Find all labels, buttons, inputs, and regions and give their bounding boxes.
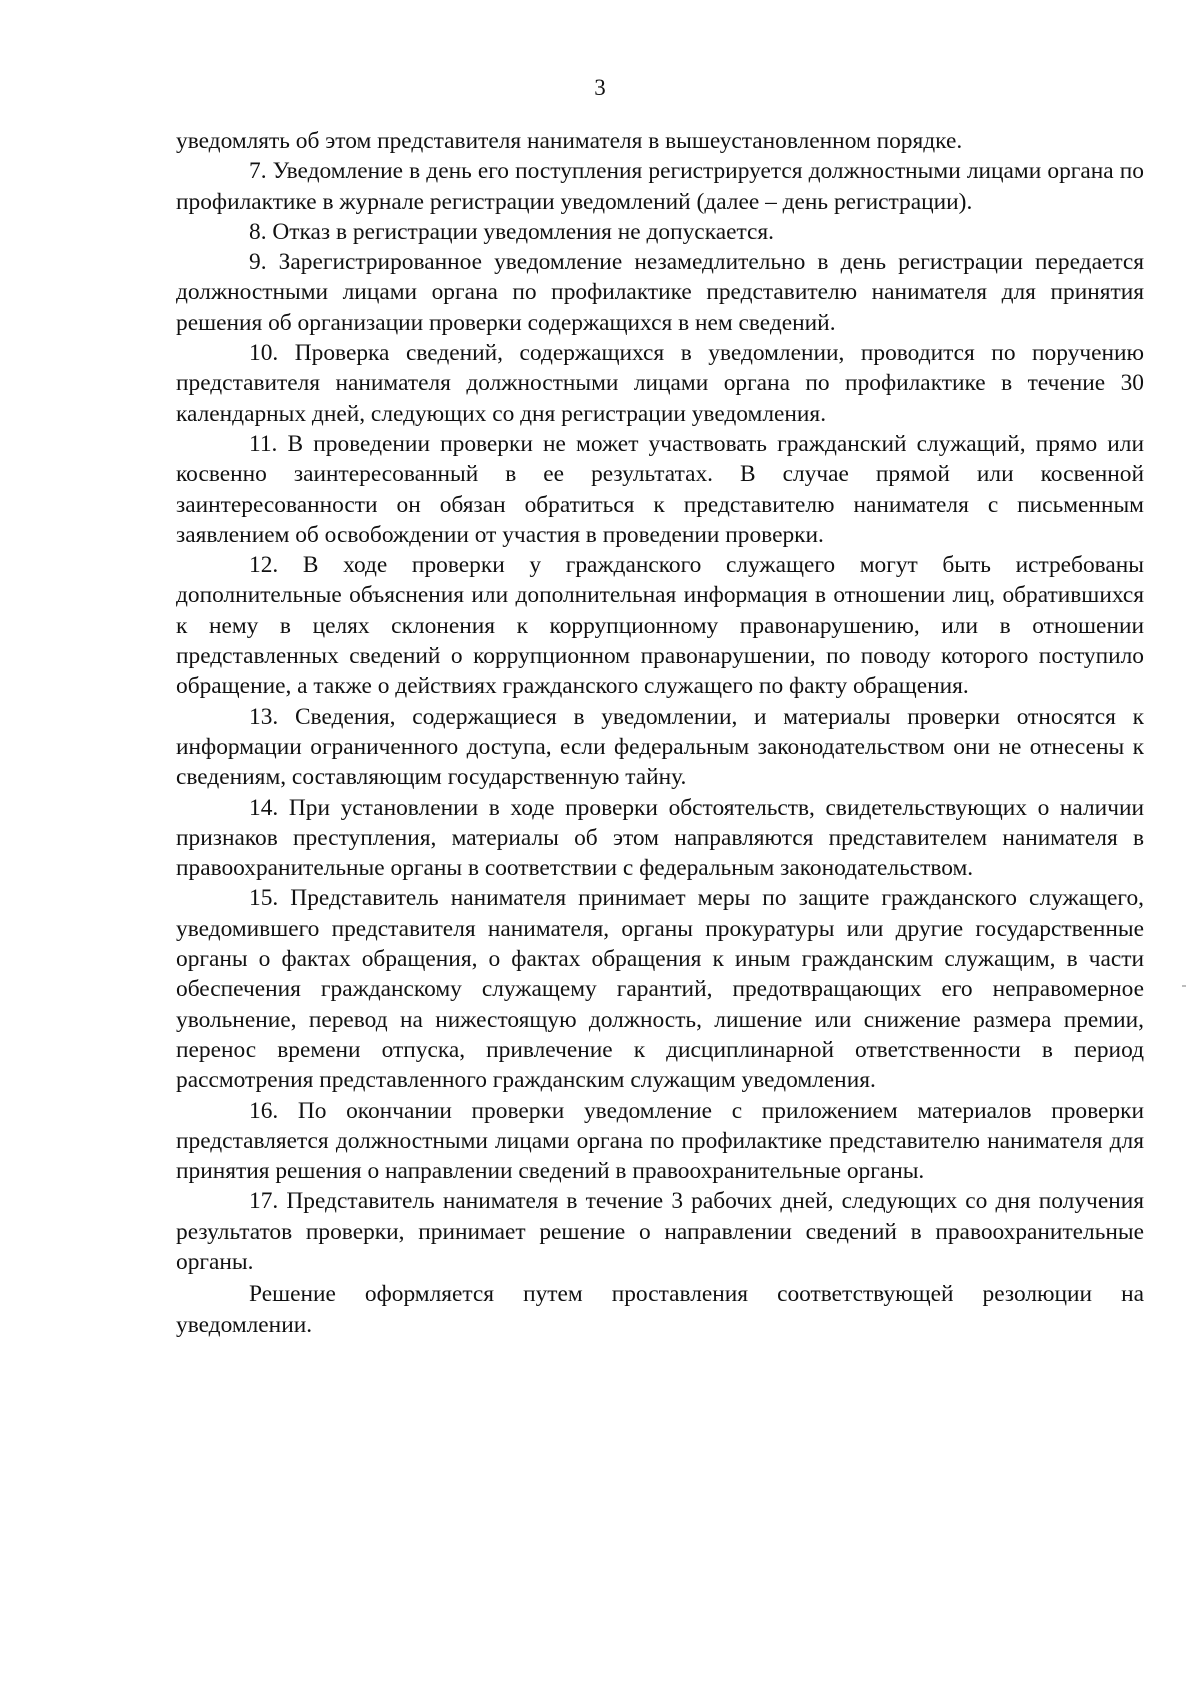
paragraph-14: 14. При установлении в ходе проверки обстоятельств, свидетельствующих о наличии признаков преступления, материалы об этом направляются представителем нанимателя в правоохранительные органы в соответствии с федеральным законодательством. [176, 794, 1144, 882]
paragraph-10: 10. Проверка сведений, содержащихся в уведомлении, проводится по поручению представителя нанимателя должностными лицами органа по профилактике в течение 30 календарных дней, следующих со дня регистрации уведомления. [176, 340, 1144, 427]
paragraph-12: 12. В ходе проверки у гражданского служащего могут быть истребованы дополнительные объяснения или дополнительная информация в отношении лиц, обратившихся к нему в целях склонения к коррупционному правонарушению, или в отношении представленных сведений о коррупционном правонарушении, по поводу которого поступило обращение, а также о действиях гражданского служащего по факту обращения. [176, 552, 1144, 700]
paragraph-continuation: уведомлять об этом представителя нанимателя в вышеустановленном порядке. [176, 128, 963, 154]
scan-speck [1182, 985, 1186, 987]
paragraph-13: 13. Сведения, содержащиеся в уведомлении, и материалы проверки относятся к информации ограниченного доступа, если федеральным законодательством они не отнесены к сведениям, составляющим государственную тайну. [176, 703, 1144, 791]
paragraph-17: 17. Представитель нанимателя в течение 3 рабочих дней, следующих со дня получения результатов проверки, принимает решение о направлении сведений в правоохранительные органы. [176, 1188, 1144, 1275]
paragraph-8: 8. Отказ в регистрации уведомления не допускается. [249, 218, 774, 245]
paragraph-16: 16. По окончании проверки уведомление с приложением материалов проверки представляется должностными лицами органа по профилактике представителю нанимателя для принятия решения о направлении сведений в правоохранительные органы. [176, 1097, 1144, 1185]
paragraph-15: 15. Представитель нанимателя принимает меры по защите гражданского служащего, уведомившего представителя нанимателя, органы прокуратуры или другие государственные органы о фактах обращения, о фактах обращения к иным гражданским служащим, в части обеспечения гражданскому служащему гарантий, предотвращающих его неправомерное увольнение, перевод на нижестоящую должность, лишение или снижение размера премии, перенос времени отпуска, привлечение к дисциплинарной ответственности в период рассмотрения представленного гражданским служащим уведомления. [176, 885, 1144, 1094]
paragraph-9: 9. Зарегистрированное уведомление незамедлительно в день регистрации передается должностными лицами органа по профилактике представителю нанимателя для принятия решения об организации проверки содержащихся в нем сведений. [176, 249, 1144, 336]
paragraph-7: 7. Уведомление в день его поступления регистрируется должностными лицами органа по профилактике в журнале регистрации уведомлений (далее – день регистрации). [176, 158, 1144, 215]
document-body [176, 126, 1144, 1340]
paragraph-11: 11. В проведении проверки не может участвовать гражданский служащий, прямо или косвенно заинтересованный в ее результатах. В случае прямой или косвенной заинтересованности он обязан обратиться к представителю нанимателя с письменным заявлением об освобождении от участия в проведении проверки. [176, 430, 1144, 548]
page-number: 3 [594, 75, 606, 100]
paragraph-resolution: Решение оформляется путем проставления соответствующей резолюции на уведомлении. [176, 1281, 1144, 1338]
